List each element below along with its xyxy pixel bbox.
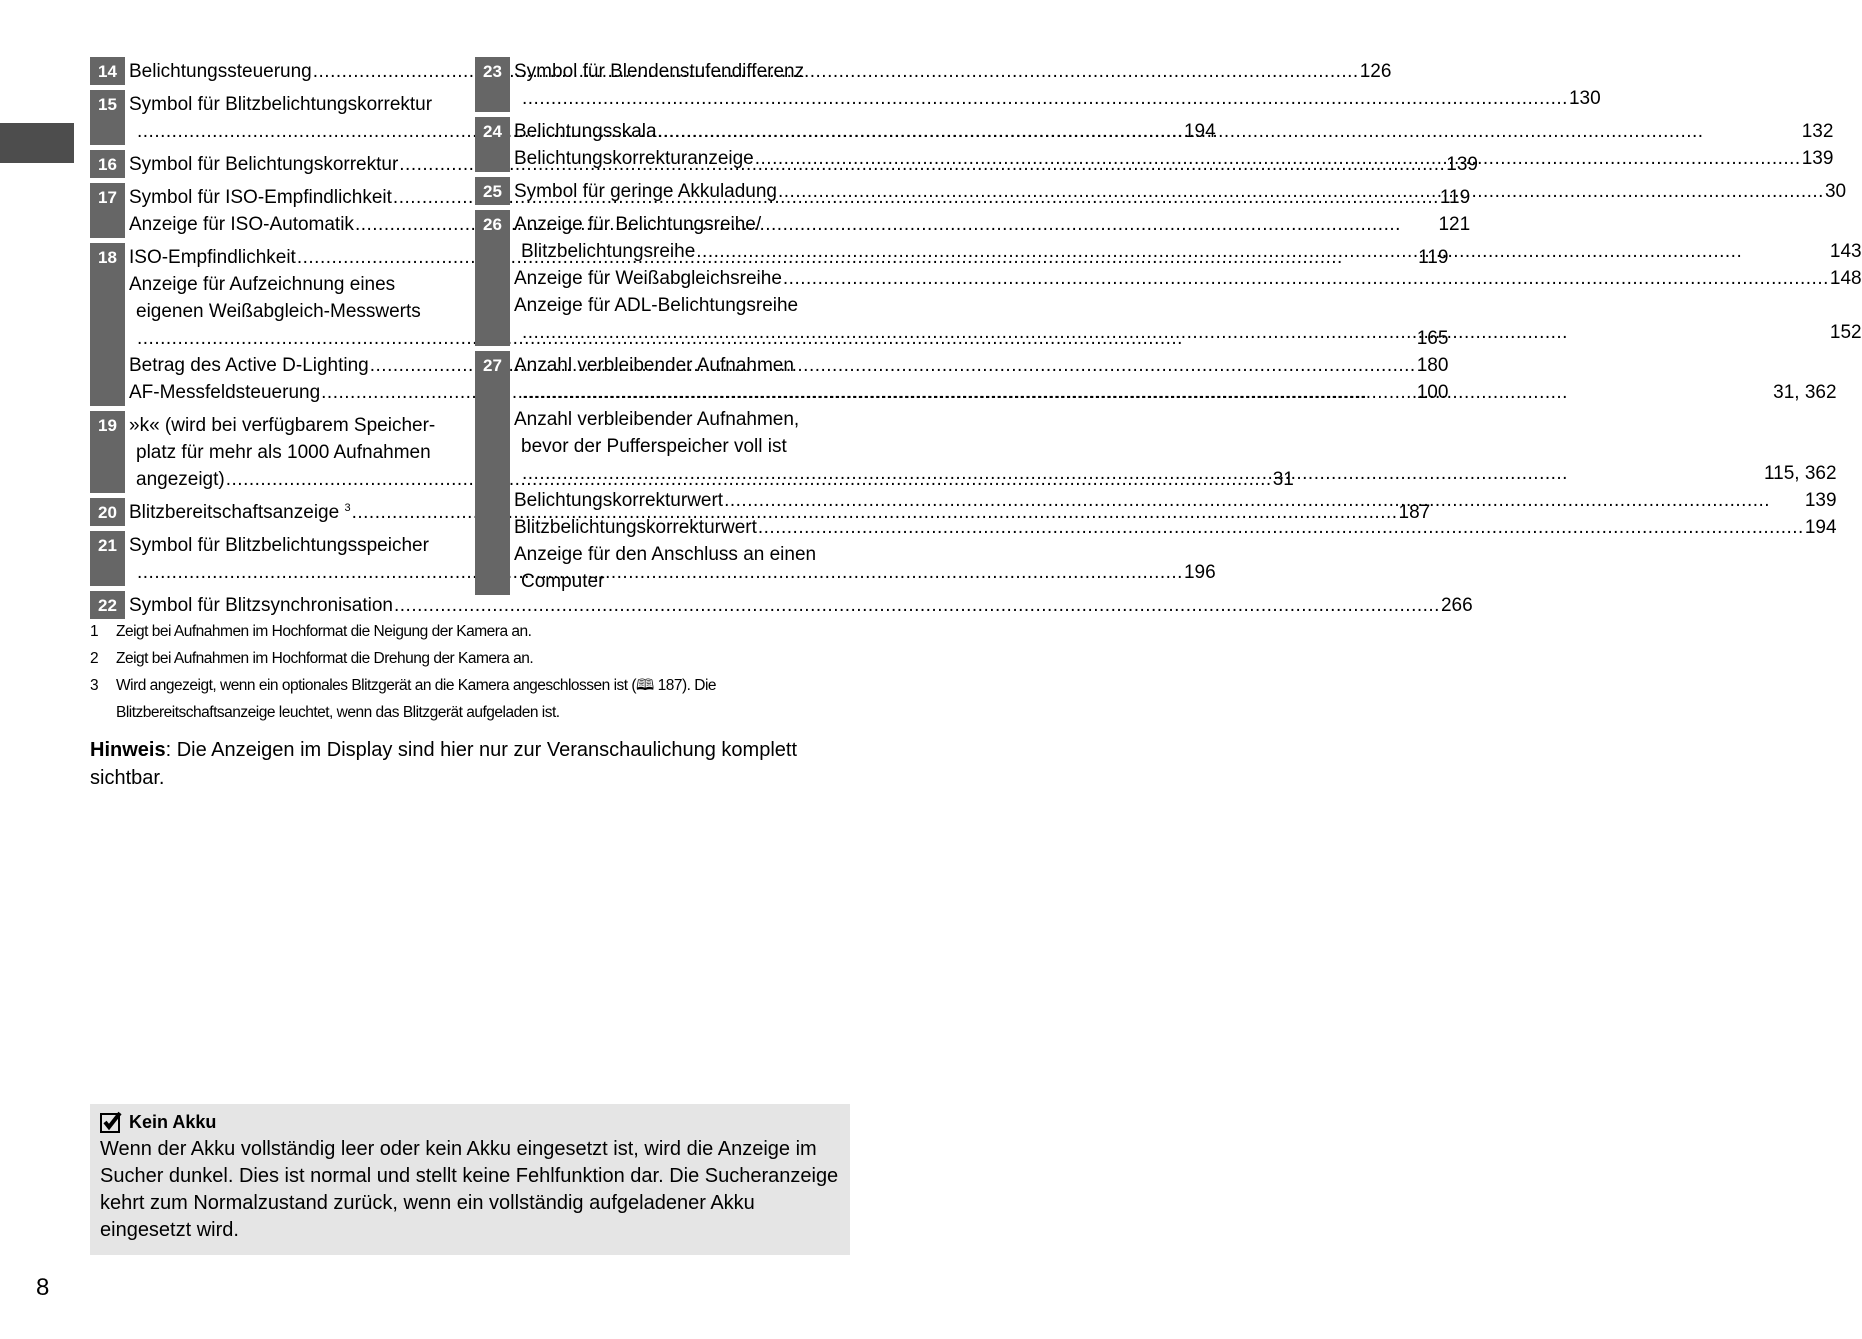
item-label-text: Anzeige für den Anschluss an einen [514, 544, 817, 565]
item-label [129, 58, 312, 85]
footnotes [90, 618, 850, 726]
item-line [514, 265, 1862, 292]
item-line [514, 460, 1837, 487]
item-label [129, 91, 432, 118]
item-label [521, 433, 787, 460]
footnote-text: Wird angezeigt, wenn ein optionales Blitzgerät an die Kamera angeschlossen ist (🕮 187). Die Blitzbereitschaftsanzeige leuchtet, wenn das Blitzgerät aufgeladen ist. [116, 677, 717, 721]
page-reference: 130 [1568, 88, 1601, 109]
dot-leader [658, 118, 1801, 145]
dot-leader [522, 85, 1568, 112]
item-label [514, 265, 782, 292]
item-label [136, 298, 421, 325]
item-label-text: Blitzbereitschaftsanzeige [129, 502, 340, 523]
item-label [129, 592, 393, 619]
item-label [129, 352, 369, 379]
note-title: Kein Akku [129, 1112, 217, 1132]
footnote-reference: 3 [344, 502, 351, 514]
footnote-number: 1 [90, 623, 99, 640]
item-line [514, 145, 1833, 172]
item-label [514, 406, 799, 433]
item-body [510, 351, 1837, 595]
item-number: 14 [90, 57, 125, 85]
item-label [514, 541, 816, 568]
dot-leader [755, 145, 1801, 172]
item-label-text: Symbol für geringe Akkuladung [514, 181, 777, 202]
item-label-text: Belichtungsskala [514, 121, 657, 142]
item-label-text: Anzahl verbleibender Aufnahmen [514, 355, 794, 376]
item-label-text: Anzahl verbleibender Aufnahmen, [514, 409, 800, 430]
item-label-text: Symbol für ISO-Empfindlichkeit [129, 187, 392, 208]
dot-leader [783, 265, 1829, 292]
item-label [129, 211, 354, 238]
item-number: 26 [475, 210, 510, 346]
footnote-text: Zeigt bei Aufnahmen im Hochformat die Drehung der Kamera an. [116, 650, 534, 667]
item-line [514, 352, 1837, 379]
hinweis-label: Hinweis [90, 739, 166, 761]
item-label-text: Belichtungskorrekturwert [514, 490, 724, 511]
item-label-text: Blitzbelichtungsreihe [521, 241, 696, 262]
item-line [514, 238, 1862, 265]
item-label [136, 466, 225, 493]
item-label [129, 499, 351, 526]
item-line [514, 178, 1846, 205]
item-number: 22 [90, 591, 125, 619]
page-reference: 121 [1438, 214, 1471, 235]
page-number: 8 [36, 1274, 50, 1301]
page-reference: 196 [1183, 562, 1216, 583]
item-label [514, 178, 777, 205]
item-line [514, 118, 1833, 145]
item-label [514, 487, 723, 514]
item-label-text: angezeigt) [136, 469, 225, 490]
page-reference: 139 [1804, 490, 1837, 511]
note-header [100, 1108, 840, 1136]
item-label-text: Anzeige für Belichtungsreihe/ [514, 214, 762, 235]
dot-leader [724, 487, 1804, 514]
item-label [514, 58, 804, 85]
item-body [510, 57, 1601, 112]
item-label [514, 514, 757, 541]
item-line [514, 541, 1837, 568]
item-label [129, 271, 395, 298]
item-label-text: Symbol für Blitzbelichtungsspeicher [129, 535, 429, 556]
item-number: 18 [90, 243, 125, 406]
footnote-number: 3 [90, 677, 99, 694]
item-line [514, 406, 1837, 433]
page-reference: 266 [1440, 595, 1473, 616]
item-label [129, 412, 435, 439]
item-label-text: Anzeige für Weißabgleichsreihe [514, 268, 782, 289]
item-body [510, 177, 1846, 205]
page-reference: 152 [1829, 322, 1862, 343]
item-label-text: ISO-Empfindlichkeit [129, 247, 296, 268]
item-label [514, 118, 657, 145]
dot-leader [522, 379, 1772, 406]
item-line [514, 211, 1862, 238]
item-label-text: »k« (wird bei verfügbarem Speicher- [129, 415, 436, 436]
page-reference: 132 [1801, 121, 1834, 142]
item-label [514, 211, 761, 238]
item-label-text: bevor der Pufferspeicher voll ist [521, 436, 787, 457]
item-number: 16 [90, 150, 125, 178]
item-label-text: platz für mehr als 1000 Aufnahmen [136, 442, 431, 463]
item-label [136, 439, 431, 466]
page-reference: 180 [1416, 355, 1449, 376]
item-number: 24 [475, 117, 510, 172]
page-reference: 119 [1418, 247, 1449, 268]
item-number: 17 [90, 183, 125, 238]
footnote [90, 645, 850, 672]
item-line [514, 379, 1837, 406]
item-label-text: Computer [521, 571, 605, 592]
item-line [514, 85, 1601, 112]
note-box [90, 1104, 850, 1255]
item-line [514, 514, 1837, 541]
item-label [129, 379, 320, 406]
item-label [521, 568, 604, 595]
item-number: 21 [90, 531, 125, 586]
item-body [510, 117, 1833, 172]
item-label [129, 532, 429, 559]
item-label-text: Symbol für Belichtungskorrektur [129, 154, 399, 175]
item-line [514, 487, 1837, 514]
item-number: 27 [475, 351, 510, 595]
item-label [514, 145, 754, 172]
item-line [514, 292, 1862, 319]
dot-leader [758, 514, 1804, 541]
item-label-text: Belichtungssteuerung [129, 61, 312, 82]
item-number: 25 [475, 177, 510, 205]
footnote-text: Zeigt bei Aufnahmen im Hochformat die Neigung der Kamera an. [116, 623, 532, 640]
item-number: 23 [475, 57, 510, 112]
dot-leader [522, 319, 1829, 346]
item-label-text: Belichtungskorrekturanzeige [514, 148, 754, 169]
check-icon [100, 1111, 122, 1133]
page-reference: 31 [1272, 469, 1294, 490]
item-label-text: Blitzbelichtungskorrekturwert [514, 517, 757, 538]
page-reference: 115, 362 [1763, 463, 1837, 484]
item-label-text: Anzeige für ADL-Belichtungsreihe [514, 295, 799, 316]
item-label-text: AF-Messfeldsteuerung [129, 382, 321, 403]
page-reference: 119 [1439, 187, 1471, 208]
note-text: Wenn der Akku vollständig leer oder kein Akku eingesetzt ist, wird die Anzeige im Sucher dunkel. Dies ist normal und stellt keine Fehlfunktion dar. Die Sucheranzeige kehrt zum Normalzustand zurück, wenn ein vollständig aufgeladener Akku eingesetzt wird. [100, 1138, 839, 1241]
item-label [129, 151, 398, 178]
page-reference: 30 [1824, 181, 1847, 202]
page-reference: 165 [1416, 328, 1449, 349]
item-label-text: Symbol für Blitzbelichtungskorrektur [129, 94, 433, 115]
page-reference: 148 [1829, 268, 1862, 289]
item-label-text: eigenen Weißabgleich-Messwerts [136, 301, 421, 322]
footnote-number: 2 [90, 650, 99, 667]
dot-leader [778, 178, 1824, 205]
item-number: 20 [90, 498, 125, 526]
dot-leader [696, 238, 1829, 265]
item-label-text: Symbol für Blitzsynchronisation [129, 595, 393, 616]
item-label-text: Symbol für Blendenstufendifferenz [514, 61, 805, 82]
dot-leader [522, 460, 1763, 487]
item-label-text: Anzeige für ISO-Automatik [129, 214, 354, 235]
item-label [129, 244, 296, 271]
page-reference: 31, 362 [1773, 382, 1837, 403]
page-reference: 143 [1829, 241, 1862, 262]
item-body [510, 210, 1862, 346]
item-label [514, 352, 794, 379]
page-reference: 194 [1804, 517, 1837, 538]
page-reference: 100 [1416, 382, 1449, 403]
item-label [514, 292, 798, 319]
item-number: 15 [90, 90, 125, 145]
item-line [514, 58, 1601, 85]
item-number: 19 [90, 411, 125, 493]
item-line [514, 568, 1837, 595]
item-line [514, 319, 1862, 346]
footnote [90, 618, 850, 645]
legend-item [90, 591, 1473, 619]
item-label-text: Anzeige für Aufzeichnung eines [129, 274, 396, 295]
page-reference: 126 [1359, 61, 1392, 82]
footnote [90, 672, 850, 726]
chapter-tab [0, 123, 74, 163]
page-reference: 194 [1183, 121, 1216, 142]
page-reference: 187 [1398, 502, 1431, 523]
page-reference: 139 [1801, 148, 1834, 169]
item-label [129, 184, 392, 211]
item-label-text: Betrag des Active D-Lighting [129, 355, 369, 376]
hinweis-text: : Die Anzeigen im Display sind hier nur zur Veranschaulichung komplett sichtbar. [90, 739, 798, 789]
item-label [521, 238, 695, 265]
item-line [514, 433, 1837, 460]
hinweis-paragraph [90, 736, 850, 792]
page-reference: 139 [1446, 154, 1478, 175]
